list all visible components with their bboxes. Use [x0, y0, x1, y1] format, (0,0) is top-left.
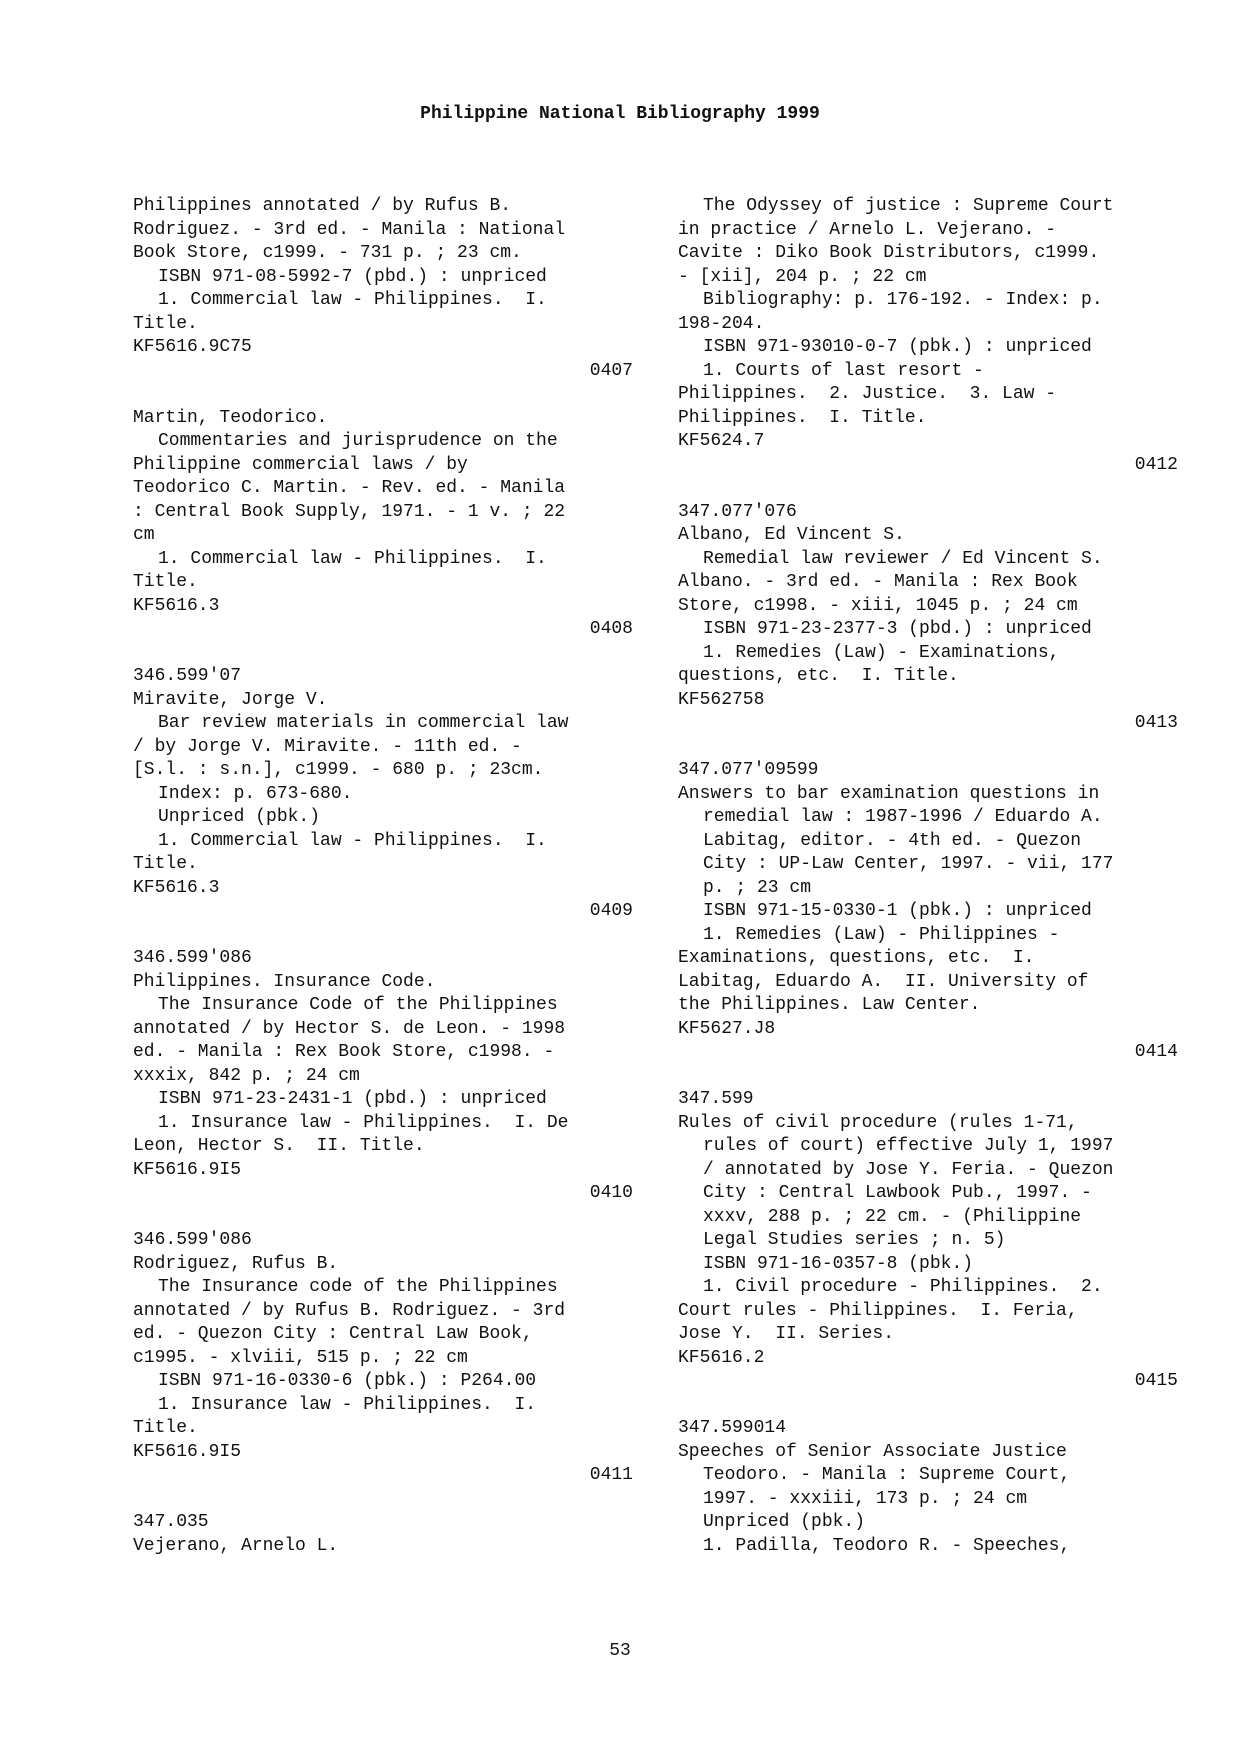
entry-line: questions, etc. I. Title. [678, 666, 959, 686]
entry-line: ISBN 971-08-5992-7 (pbd.) : unpriced [158, 266, 547, 287]
entry-line: Teodorico C. Martin. - Rev. ed. - Manila [133, 478, 566, 498]
entry-number: 0411 [589, 1465, 633, 1485]
entry-line: 1. Remedies (Law) - Examinations, [703, 642, 1060, 663]
entry-line: Court rules - Philippines. I. Feria, [678, 1300, 1078, 1321]
entry-number: 0415 [1134, 1371, 1178, 1391]
entry-line: Albano. - 3rd ed. - Manila : Rex Book [678, 572, 1078, 592]
entry-line: annotated / by Rufus B. Rodriguez. - 3rd [133, 1300, 566, 1321]
entry-line: 1. Commercial law - Philippines. I. [158, 290, 547, 310]
entry-separator [133, 642, 633, 666]
entry-line: Remedial law reviewer / Ed Vincent S. [703, 548, 1103, 569]
entry-line: Cavite : Diko Book Distributors, c1999. [678, 243, 1100, 263]
entry-line: / by Jorge V. Miravite. - 11th ed. - [133, 736, 522, 757]
entry-line: KF5616.9C75 [133, 337, 252, 357]
entry-separator [678, 1394, 1178, 1418]
entry-line: 1. Padilla, Teodoro R. - Speeches, [703, 1535, 1071, 1556]
entry-line: 347.599014 [678, 1418, 787, 1438]
entry-separator [133, 383, 633, 407]
entry-line: ISBN 971-23-2431-1 (pbd.) : unpriced [158, 1089, 547, 1109]
entry-line: Labitag, editor. - 4th ed. - Quezon [703, 830, 1082, 851]
entry-line: 1997. - xxxiii, 173 p. ; 24 cm [703, 1488, 1028, 1509]
page-title: Philippine National Bibliography 1999 [420, 104, 820, 124]
entry-line: KF5616.9I5 [133, 1441, 242, 1462]
entry-line: The Insurance Code of the Philippines [158, 995, 558, 1015]
entry-line: 346.599'07 [133, 666, 242, 686]
entry-line: Labitag, Eduardo A. II. University of [678, 971, 1089, 992]
entry-line: Legal Studies series ; n. 5) [703, 1230, 1006, 1250]
entry-line: Commentaries and jurisprudence on the [158, 431, 558, 451]
entry-line: remedial law : 1987-1996 / Eduardo A. [703, 807, 1103, 827]
entry-line: Title. [133, 854, 198, 874]
entry-number: 0413 [1134, 713, 1178, 733]
entry-line: 346.599'086 [133, 1230, 252, 1250]
entry-line: Jose Y. II. Series. [678, 1324, 895, 1344]
entry-line: ISBN 971-93010-0-7 (pbk.) : unpriced [703, 337, 1092, 357]
entry-line: Rules of civil procedure (rules 1-71, [678, 1112, 1078, 1133]
entry-separator [678, 736, 1178, 760]
entry-separator [678, 1065, 1178, 1089]
entry-line: 1. Remedies (Law) - Philippines - [703, 924, 1060, 945]
entry-line: City : Central Lawbook Pub., 1997. - [703, 1183, 1092, 1203]
entry-line: Book Store, c1999. - 731 p. ; 23 cm. [133, 243, 522, 263]
entry-line: Store, c1998. - xiii, 1045 p. ; 24 cm [678, 595, 1078, 616]
entry-line: rules of court) effective July 1, 1997 [703, 1136, 1114, 1156]
entry-line: Unpriced (pbk.) [703, 1512, 866, 1532]
entry-line: xxxv, 288 p. ; 22 cm. - (Philippine [703, 1206, 1082, 1227]
entry-line: 1. Commercial law - Philippines. I. [158, 830, 547, 851]
entry-number: 0409 [589, 901, 633, 921]
entry-line: Title. [133, 313, 198, 334]
entry-line: Philippines. I. Title. [678, 407, 927, 428]
entry-line: 1. Insurance law - Philippines. I. De [158, 1112, 569, 1133]
left-column [133, 195, 633, 1558]
entry-line: Leon, Hector S. II. Title. [133, 1136, 425, 1156]
entry-separator [678, 477, 1178, 501]
entry-line: Examinations, questions, etc. I. [678, 948, 1035, 968]
entry-line: in practice / Arnelo L. Vejerano. - [678, 219, 1057, 240]
entry-number: 0412 [1134, 454, 1178, 475]
entry-line: Philippines annotated / by Rufus B. [133, 196, 512, 216]
entry-line: ISBN 971-16-0330-6 (pbk.) : P264.00 [158, 1371, 537, 1391]
entry-line: ISBN 971-15-0330-1 (pbk.) : unpriced [703, 901, 1092, 921]
entry-number: 0410 [589, 1183, 633, 1203]
entry-line: 1. Civil procedure - Philippines. 2. [703, 1277, 1103, 1297]
entry-line: Vejerano, Arnelo L. [133, 1535, 339, 1556]
entry-separator [133, 1206, 633, 1230]
entry-line: Title. [133, 1418, 198, 1438]
entry-line: p. ; 23 cm [703, 877, 812, 898]
entry-line: cm [133, 525, 155, 545]
entry-line: : Central Book Supply, 1971. - 1 v. ; 22 [133, 501, 566, 522]
entry-line: ed. - Quezon City : Central Law Book, [133, 1324, 533, 1344]
entry-line: 347.599 [678, 1089, 754, 1109]
entry-number: 0408 [589, 619, 633, 639]
entry-number: 0414 [1134, 1042, 1178, 1062]
entry-separator [133, 924, 633, 948]
entry-line: Rodriguez. - 3rd ed. - Manila : National [133, 219, 566, 240]
entry-line: - [xii], 204 p. ; 22 cm [678, 266, 927, 287]
entry-line: The Insurance code of the Philippines [158, 1277, 558, 1297]
entry-line: ed. - Manila : Rex Book Store, c1998. - [133, 1042, 555, 1062]
entry-line: Teodoro. - Manila : Supreme Court, [703, 1465, 1071, 1485]
entry-line: 1. Insurance law - Philippines. I. [158, 1394, 537, 1415]
entry-line: KF5616.3 [133, 595, 220, 616]
entry-line: Bibliography: p. 176-192. - Index: p. [703, 290, 1103, 310]
entry-line: Speeches of Senior Associate Justice [678, 1441, 1067, 1462]
entry-separator [133, 1488, 633, 1512]
entry-line: Albano, Ed Vincent S. [678, 525, 905, 545]
entry-line: City : UP-Law Center, 1997. - vii, 177 [703, 854, 1114, 874]
right-column [678, 195, 1178, 1558]
entry-line: Martin, Teodorico. [133, 407, 328, 428]
entry-line: Unpriced (pbk.) [158, 807, 321, 827]
entry-line: Rodriguez, Rufus B. [133, 1253, 339, 1274]
entry-line: The Odyssey of justice : Supreme Court [703, 196, 1114, 216]
entry-line: 347.035 [133, 1512, 209, 1532]
entry-line: KF5616.2 [678, 1347, 765, 1368]
entry-line: ISBN 971-23-2377-3 (pbd.) : unpriced [703, 619, 1092, 639]
entry-line: 347.077'09599 [678, 760, 819, 780]
entry-line: KF5616.9I5 [133, 1159, 242, 1180]
entry-line: 347.077'076 [678, 501, 797, 522]
entry-line: 198-204. [678, 313, 765, 334]
entry-line: 346.599'086 [133, 948, 252, 968]
entry-line: [S.l. : s.n.], c1999. - 680 p. ; 23cm. [133, 760, 544, 780]
entry-line: Philippines. Insurance Code. [133, 971, 436, 992]
entry-line: ISBN 971-16-0357-8 (pbk.) [703, 1253, 974, 1274]
entry-line: xxxix, 842 p. ; 24 cm [133, 1065, 360, 1086]
entry-line: / annotated by Jose Y. Feria. - Quezon [703, 1159, 1114, 1180]
entry-line: annotated / by Hector S. de Leon. - 1998 [133, 1018, 566, 1039]
entry-line: Philippines. 2. Justice. 3. Law - [678, 384, 1057, 404]
entry-line: KF5624.7 [678, 431, 765, 451]
entry-line: Bar review materials in commercial law [158, 713, 569, 733]
entry-line: KF5616.3 [133, 877, 220, 898]
entry-number: 0407 [589, 360, 633, 381]
entry-line: the Philippines. Law Center. [678, 995, 981, 1015]
page-number: 53 [609, 1641, 631, 1661]
entry-line: 1. Commercial law - Philippines. I. [158, 548, 547, 569]
entry-line: Title. [133, 572, 198, 592]
entry-line: Miravite, Jorge V. [133, 689, 328, 710]
entry-line: KF562758 [678, 689, 765, 710]
entry-line: Index: p. 673-680. [158, 783, 353, 804]
entry-line: c1995. - xlviii, 515 p. ; 22 cm [133, 1347, 468, 1368]
entry-line: Philippine commercial laws / by [133, 454, 468, 475]
entry-line: KF5627.J8 [678, 1018, 776, 1039]
entry-line: Answers to bar examination questions in [678, 783, 1100, 804]
entry-line: 1. Courts of last resort - [703, 360, 984, 381]
